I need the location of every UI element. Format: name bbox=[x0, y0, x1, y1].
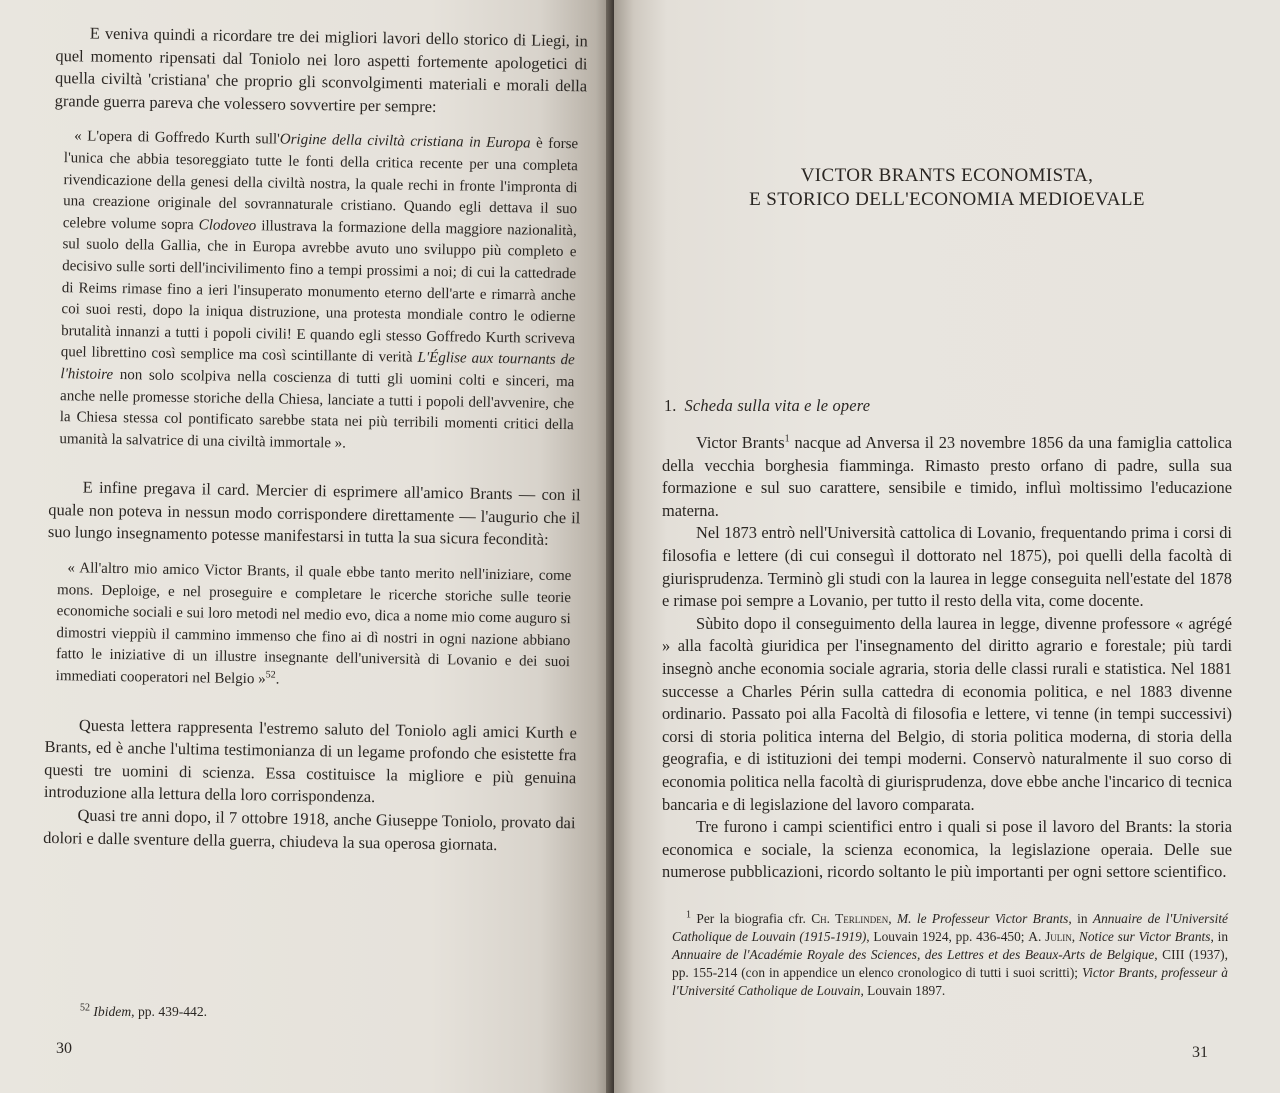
page-number-left: 30 bbox=[56, 1040, 72, 1057]
footnote-pages: , pp. 439-442. bbox=[131, 1004, 208, 1019]
letter-paragraph: Questa lettera rappresenta l'estremo saluto del Toniolo agli amici Kurth e Brants, ed è anche l'ultima testimonianza di un legame profondo che esistette fra questi tre uomini di scienza. Essa costituisce la migliore e più genuina introduzione alla lettura della loro corrispondenza. bbox=[43, 715, 578, 807]
p1-start: Victor Brants bbox=[696, 433, 785, 452]
fn-author-julin: A. Julin bbox=[1028, 928, 1072, 944]
toniolo-death-paragraph: Quasi tre anni dopo, il 7 ottobre 1918, anche Giuseppe Toniolo, provato dai dolori e dalle sventure della guerra, chiudeva la sua operosa giornata. bbox=[43, 805, 576, 854]
footnote-1-number: 1 bbox=[686, 909, 691, 921]
quote1-open: « L'opera di Goffredo Kurth sull' bbox=[74, 128, 280, 148]
quote1-title2: Clodoveo bbox=[198, 217, 257, 234]
fields-paragraph: Tre furono i campi scientifici entro i quali si pose il lavoro del Brants: la storia economica e sociale, la scienza economica, la legislazione operaia. Delle sue numerose pubblicazioni, ricordo soltanto le più importanti per ogni settore scientifico. bbox=[662, 817, 1232, 882]
fn-part-g: , CIII (1937), pp. 155-214 (con in appendice un elenco cronologico di tutti i suoi scritti); bbox=[672, 946, 1228, 980]
university-paragraph: Nel 1873 entrò nell'Università cattolica di Lovanio, frequentando prima i corsi di filosofia e lettere (di cui conseguì il dottorato nel 1875), poi quelli della facoltà di giurisprudenza. Terminò gli studi con la laurea in legge conseguita nell'estate del 1878 e rimase poi sempre a Lovanio, per tutto il resto della vita, come docente. bbox=[662, 523, 1232, 611]
fn-part-e: , bbox=[1071, 928, 1079, 944]
quote2-text: « All'altro mio amico Victor Brants, il quale ebbe tanto merito nell'iniziare, come mons. Deploige, e nel proseguire e completare le ricerche storiche sulle teorie economiche sociali e sui loro metodi nel medio evo, dica a nome mio come auguro si dimostri vieppiù il cammino immenso che fino ai dì nostri in ogni nazione abbiano fatto le iniziative di un illustre insegnante dell'università di Lovanio e dei suoi immediati cooperatori nel Belgio » bbox=[55, 560, 572, 688]
footnote-52-number: 52 bbox=[80, 1002, 90, 1014]
chapter-title bbox=[662, 164, 1232, 212]
section-heading bbox=[664, 396, 1232, 416]
section-number: 1. bbox=[664, 396, 677, 415]
fn-part-h: , Louvain 1897. bbox=[860, 982, 946, 998]
quote1-title3: L'Église aux tournants de l'histoire bbox=[60, 350, 575, 383]
fn-title-brants-professeur: Victor Brants, professeur à l'Université Catholique de Louvain bbox=[672, 964, 1228, 998]
footnote-52 bbox=[80, 1004, 207, 1020]
quote1-mid2: illustrava la formazione della maggiore nazionalità, sul suolo della Gallia, che in Europa avrebbe avuto uno sviluppo più completo e decisivo sulle sorti dell'incivilimento fino a tempi prossimi a noi; di cui la cattedrade di Reims rimase fino a ieri l'insuperato monumento eterno dell'arte e rimarrà anche coi suoi resti, dopo la iniqua distruzione, una protesta mondiale contro le odierne brutalità innanzi a tutti i popoli civili! E quando egli stesso Goffredo Kurth scriveva quel librettino così semplice ma così scintillante di verità bbox=[60, 217, 577, 367]
career-paragraph: Sùbito dopo il conseguimento della laurea in legge, divenne professore « agrégé » alla facoltà giuridica per l'insegnamento del diritto agrario e forestale; più tardi insegnò anche economia sociale agraria, storia delle classi rurali e statistica. Nel 1881 successe a Charles Périn sulla cattedra di economia politica, e nel 1883 divenne ordinario. Passato poi alla Facoltà di filosofia e lettere, vi tenne (in tempi successivi) corsi di storia politica interna del Belgio, di storia politica moderna, di storia della geografia, e di istituzioni dei tempi moderni. Conservò naturalmente il suo corso di economia politica nella facoltà di giurisprudenza, dove ebbe anche l'incarico di tecnica bancaria e di legislazione del lavoro comparata. bbox=[662, 613, 1232, 814]
fn-title-professeur: M. le Professeur Victor Brants bbox=[897, 910, 1069, 926]
fn-title-annuaire-louvain: Annuaire de l'Université Catholique de Louvain (1915-1919) bbox=[672, 910, 1228, 944]
section-title: Scheda sulla vita e le opere bbox=[684, 396, 871, 415]
fn-part-b: , bbox=[888, 910, 898, 926]
fn-part-f: , in bbox=[1210, 928, 1229, 944]
fn-author-terlinden: Ch. Terlinden bbox=[811, 910, 889, 926]
page-number-right: 31 bbox=[1192, 1044, 1208, 1061]
fn-part-d: , Louvain 1924, pp. 436-450; bbox=[866, 928, 1029, 944]
quote1-mid: è forse l'unica che abbia tesoreggiato tutte le fonti della critica recente per una completa rivendicazione della genesi della civiltà nostra, la quale rechi in fronte l'impronta di una creazione originale del sovrannaturale cristiano. Quando egli dettava il suo celebre volume sopra bbox=[62, 135, 579, 234]
birth-paragraph bbox=[662, 432, 1232, 522]
fn-title-annuaire-academie: Annuaire de l'Académie Royale des Sciences, des Lettres et des Beaux-Arts de Belgique bbox=[672, 946, 1155, 962]
p1-note-ref: 1 bbox=[784, 433, 790, 445]
right-body bbox=[662, 432, 1232, 884]
left-page bbox=[0, 0, 614, 1093]
left-page-content bbox=[43, 22, 588, 857]
quote2-note-ref: 52 bbox=[265, 669, 276, 681]
chapter-title-line1: VICTOR BRANTS ECONOMISTA, bbox=[800, 165, 1094, 186]
mercier-paragraph: E infine pregava il card. Mercier di esprimere all'amico Brants — con il quale non poteva in nessun modo corrispondere direttamente — l'augurio che il suo lungo insegnamento potesse manifestarsi in tutta la sua sicura fecondità: bbox=[47, 477, 581, 550]
p1-rest: nacque ad Anversa il 23 novembre 1856 da una famiglia cattolica della vecchia borghesia fiamminga. Rimasto presto orfano di padre, sulla sua formazione e sul suo carattere, sensibile e timido, influì moltissimo l'educazione materna. bbox=[662, 433, 1233, 520]
kurth-quote bbox=[59, 127, 578, 459]
quote1-title: Origine della civiltà cristiana in Europa bbox=[279, 131, 531, 152]
fn-title-notice: Notice sur Victor Brants bbox=[1078, 928, 1211, 944]
quote1-end: non solo scolpiva nella coscienza di tutti gli uomini colti e sinceri, ma anche nelle promesse storiche della Chiesa, lanciate a tutti i popoli dell'avvenire, che la Chiesa stessa col pontificato sarebbe stata nei più terribili momenti critici della umanità la salvatrice di una civiltà immortale ». bbox=[59, 366, 575, 452]
intro-paragraph: E veniva quindi a ricordare tre dei migliori lavori dello storico di Liegi, in quel momento ripensati dal Toniolo nei loro aspetti fortemente apologetici di quella civiltà 'cristiana' che proprio gli sconvolgimenti materiali e morali della grande guerra pareva che volessero sovvertire per sempre: bbox=[54, 23, 588, 116]
footnote-1-text bbox=[672, 910, 1228, 1000]
footnote-1 bbox=[662, 910, 1232, 1000]
chapter-title-line2: E STORICO DELL'ECONOMIA MEDIOEVALE bbox=[749, 189, 1145, 210]
fn-part-a: Per la biografia cfr. bbox=[691, 910, 812, 926]
fn-part-c: , in bbox=[1068, 910, 1093, 926]
brants-quote: « All'altro mio amico Victor Brants, il quale ebbe tanto merito nell'iniziare, come mons. Deploige, e nel proseguire e completare le ricerche storiche sulle teorie economiche sociali e sui loro metodi nel medio evo, dica a nome mio come auguro si dimostri vieppiù il cammino immenso che fino ai dì nostri in ogni nazione abbiano fatto le iniziative di un illustre insegnante dell'università di Lovanio e dei suoi immediati cooperatori nel Belgio »$^{52}$. bbox=[55, 560, 572, 688]
right-page bbox=[614, 0, 1280, 1093]
footnote-ibidem: Ibidem bbox=[93, 1004, 132, 1019]
